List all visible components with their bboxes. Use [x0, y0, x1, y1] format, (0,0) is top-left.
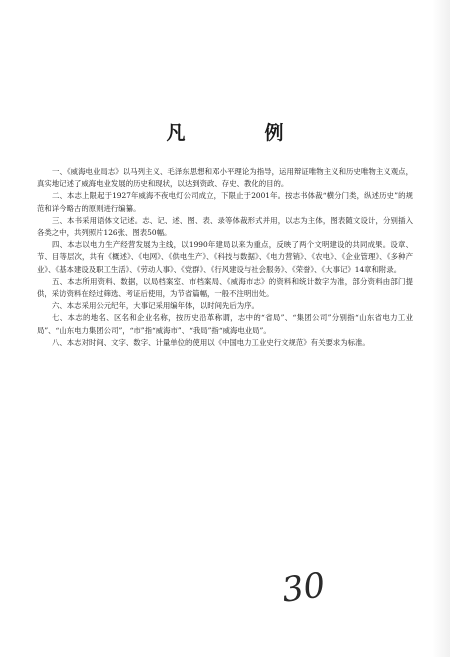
- paragraph-1: 一、《威海电业局志》以马列主义、毛泽东思想和邓小平理论为指导，运用辩证唯物主义和历史唯物主义观点，真实地记述了威海电业发展的历史和现状，以达到资政、存史、教化的目的。: [37, 167, 413, 189]
- paragraph-2: 二、本志上限起于1927年威海不夜电灯公司成立，下限止于2001年。按志书体裁“横分门类，纵述历史”的规范和详今略古的原则进行编纂。: [37, 191, 413, 213]
- paragraph-8: 八、本志对时间、文字、数字、计量单位的使用以《中国电力工业史行文规范》有关要求为标准。: [52, 337, 370, 347]
- handwritten-page-number: 30: [279, 565, 328, 611]
- page-edge-shadow: [432, 0, 450, 657]
- paragraph-5: 五、本志所用资料、数据，以局档案室、市档案局、《威海市志》的资料和统计数字为准，部分资料由部门提供，采访资料在经过筛选、考证后使用，为节省篇幅，一般不注明出处。: [37, 276, 413, 299]
- paragraph-3: 三、本书采用语体文记述。志、记、述、图、表、录等体裁形式并用，以志为主体，图表随文设计，分别插入各类之中，共列照片126张、图表50幅。: [37, 215, 413, 238]
- page-title: 凡 例: [166, 122, 314, 144]
- document-body: [37, 166, 413, 349]
- paragraph-6: 六、本志采用公元纪年，大事记采用编年体，以时间先后为序。: [52, 301, 259, 311]
- paragraph-4: 四、本志以电力生产经营发展为主线，以1990年建局以来为重点，反映了两个文明建设的共同成果。设章、节、目等层次，共有《概述》、《电网》、《供电生产》、《科技与数据》、《电力营销》、《农电》、《企业管理》、《多种产业》、《基本建设及职工生活》、《劳动人事》、《党群》、《行风建设与社会服务》、《荣誉》、《大事记》14章和附录。: [37, 240, 413, 274]
- paragraph-7: 七、本志的地名、区名和企业名称，按历史沿革称谓，志中的“省局”、“集团公司”分别指“山东省电力工业局”、“山东电力集团公司”，“市”指“威海市”、“我局”指“威海电业局”。: [37, 313, 413, 335]
